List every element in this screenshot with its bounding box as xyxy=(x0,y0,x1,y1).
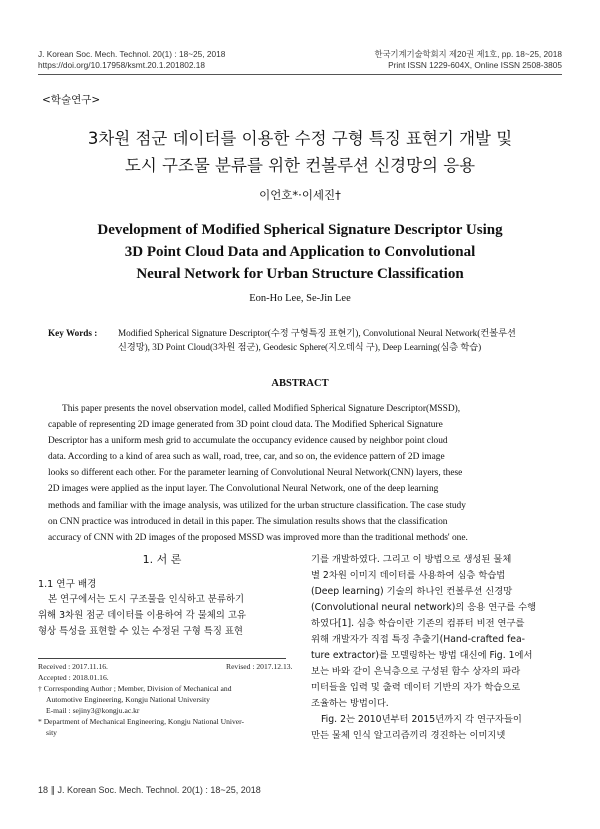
title-korean-line-1: 3차원 점군 데이터를 이용한 수정 구형 특징 표현기 개발 및 xyxy=(87,129,513,148)
text-line: 만든 물체 인식 알고리즘끼리 경진하는 이미지넷 xyxy=(311,730,506,741)
department-note: * Department of Mechanical Engineering, Kongju National Univer- xyxy=(38,717,245,726)
authors-english: Eon-Ho Lee, Se-Jin Lee xyxy=(249,293,351,304)
abstract-line: capable of representing 2D image generated from 3D point cloud data. The Modified Spherical Signature xyxy=(48,420,443,431)
page-footer: 18 ∥ J. Korean Soc. Mech. Technol. 20(1) : 18~25, 2018 xyxy=(38,785,261,795)
abstract-line: This paper presents the novel observation model, called Modified Spherical Signature Descriptor(MSSD), xyxy=(62,404,461,414)
department-note-cont: sity xyxy=(46,728,57,737)
text-line: 위해 3차원 점군 데이터를 이용하여 각 물체의 고유 xyxy=(38,610,246,621)
text-line: Fig. 2는 2010년부터 2015년까지 각 연구자들이 xyxy=(321,714,522,725)
introduction-left-text xyxy=(38,592,286,640)
title-english-line-3: Neural Network for Urban Structure Classification xyxy=(136,266,464,282)
header-rule xyxy=(38,74,562,75)
corresponding-affiliation: Automotive Engineering, Kongju National University xyxy=(46,695,210,704)
abstract-line: accuracy of CNN with 2D images of the proposed MSSD was improved more than the traditional methods' one. xyxy=(48,532,468,543)
title-korean-line-2: 도시 구조물 분류를 위한 컨볼루션 신경망의 응용 xyxy=(124,156,476,175)
corresponding-author: † Corresponding Author ; Member, Division of Mechanical and xyxy=(38,684,232,693)
title-english-line-2: 3D Point Cloud Data and Application to Convolutional xyxy=(124,244,476,260)
subsection-heading: 1.1 연구 배경 xyxy=(38,579,97,590)
abstract-body xyxy=(48,401,552,546)
text-line: 조율하는 방법이다. xyxy=(311,698,389,709)
text-line: 본 연구에서는 도시 구조물을 인식하고 분류하기 xyxy=(48,594,245,605)
abstract-line: methods and familiar with the image analysis, was utilized for the urban structure classification. The case study xyxy=(48,500,466,511)
abstract-heading: ABSTRACT xyxy=(271,378,329,389)
title-english-line-1: Development of Modified Spherical Signature Descriptor Using xyxy=(97,222,503,238)
abstract-line: Descriptor has a uniform mesh grid to accumulate the occupancy evidence caused by neighbor point cloud xyxy=(48,436,448,447)
received-date: Received : 2017.11.16. xyxy=(38,662,108,671)
authors-korean: 이언호*·이세진† xyxy=(259,188,341,202)
abstract-line: on CNN practice was introduced in detail in this paper. The simulation results shows that the classification xyxy=(48,516,448,527)
text-line: 하였다[1]. 심층 학습이란 기존의 컴퓨터 비전 연구를 xyxy=(311,618,525,629)
journal-citation-korean: 한국기계기술학회지 제20권 제1호, pp. 18~25, 2018 xyxy=(374,49,562,59)
text-line: (Deep learning) 기술의 하나인 컨볼루션 신경망 xyxy=(311,586,513,597)
issn: Print ISSN 1229-604X, Online ISSN 2508-3805 xyxy=(388,60,562,70)
text-line: 별 2차원 이미지 데이터를 사용하여 심층 학습법 xyxy=(311,570,506,581)
article-category: <학술연구> xyxy=(42,94,101,106)
text-line: (Convolutional neural network)의 응용 연구를 수행 xyxy=(311,602,537,613)
abstract-line: 2D images were applied as the input layer. The Convolutional Neural Network, one of the deep learning xyxy=(48,484,439,495)
keywords-label: Key Words : xyxy=(48,328,98,338)
footnote-rule xyxy=(38,658,286,659)
text-line: 보는 바와 같이 은닉층으로 구성된 함수 상자의 파라 xyxy=(311,666,521,677)
keywords-line-2: 신경망), 3D Point Cloud(3차원 점군), Geodesic Sphere(지오데식 구), Deep Learning(심층 학습) xyxy=(118,342,482,352)
text-line: 형상 특성을 표현할 수 있는 수정된 구형 특징 표현 xyxy=(38,626,243,637)
doi-link[interactable]: https://doi.org/10.17958/ksmt.20.1.201802.18 xyxy=(38,60,205,70)
corresponding-email[interactable]: E-mail : sejiny3@kongju.ac.kr xyxy=(46,706,140,715)
text-line: ture extractor)를 모델링하는 방법 대신에 Fig. 1에서 xyxy=(311,650,533,661)
introduction-right-text xyxy=(311,552,561,744)
accepted-date: Accepted : 2018.01.16. xyxy=(38,673,109,682)
text-line: 위해 개발자가 직접 특징 추출기(Hand-crafted fea- xyxy=(311,634,526,645)
section-heading-introduction: 1. 서 론 xyxy=(142,553,182,566)
text-line: 기를 개발하였다. 그리고 이 방법으로 생성된 물체 xyxy=(311,554,512,565)
abstract-line: looks so different each other. For the parameter learning of Convolutional Neural Network(CNN) layers, these xyxy=(48,468,463,479)
keywords-line-1: Modified Spherical Signature Descriptor(수정 구형특징 표현기), Convolutional Neural Network(컨볼루션 xyxy=(118,328,516,338)
abstract-line: data. According to a kind of area such as wall, road, tree, car, and so on, the evidence pattern of 2D image xyxy=(48,452,445,463)
revised-date: Revised : 2017.12.13. xyxy=(226,662,293,671)
text-line: 미터들을 입력 및 출력 데이터 기반의 자가 학습으로 xyxy=(311,682,521,693)
journal-citation: J. Korean Soc. Mech. Technol. 20(1) : 18~25, 2018 xyxy=(38,49,226,59)
